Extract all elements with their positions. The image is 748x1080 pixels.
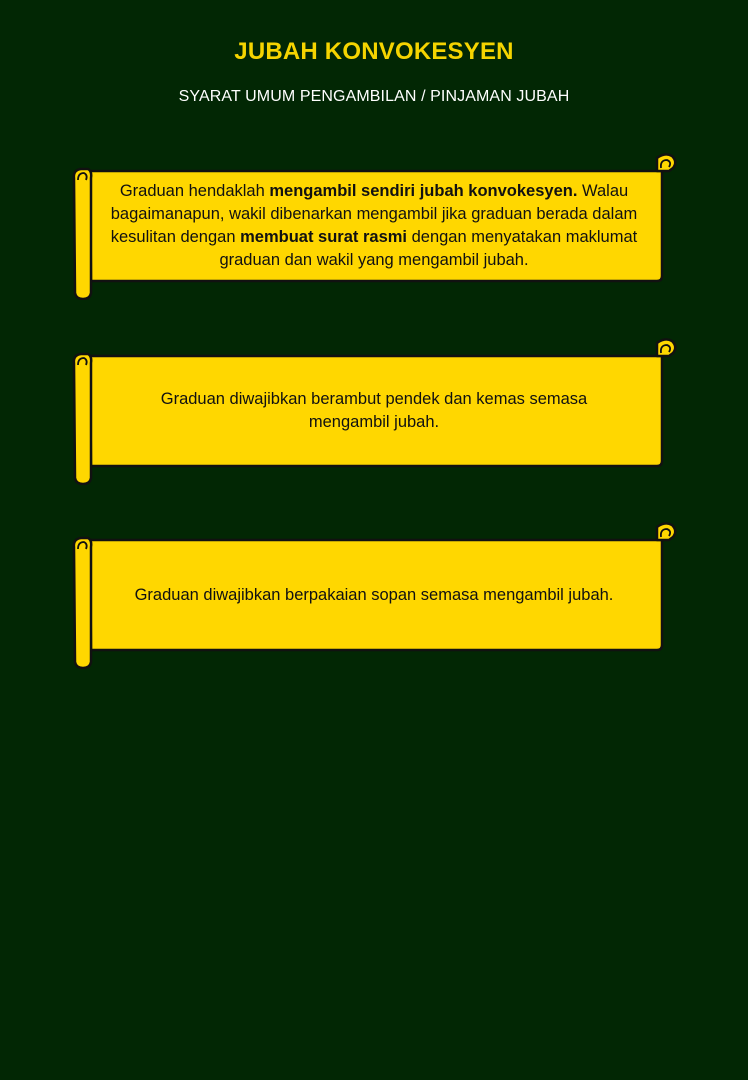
rule-scroll-1 bbox=[66, 150, 682, 300]
rule-text-3: Graduan diwajibkan berpakaian sopan semasa mengambil jubah. bbox=[134, 585, 614, 604]
rule-scroll-2 bbox=[66, 335, 682, 485]
page-subtitle: SYARAT UMUM PENGAMBILAN / PINJAMAN JUBAH bbox=[178, 88, 570, 105]
rule-text-2: Graduan diwajibkan berambut pendek dan kemas semasa mengambil jubah. bbox=[160, 390, 588, 431]
rule-scroll-3 bbox=[66, 519, 682, 669]
rule-text-1: Graduan hendaklah mengambil sendiri jubah konvokesyen. Walau bagaimanapun, wakil dibenarkan mengambil jika graduan berada dalam kesulitan dengan membuat surat rasmi dengan menyatakan maklumat graduan dan wakil yang mengambil jubah. bbox=[110, 182, 638, 269]
page-title: JUBAH KONVOKESYEN bbox=[234, 38, 514, 65]
